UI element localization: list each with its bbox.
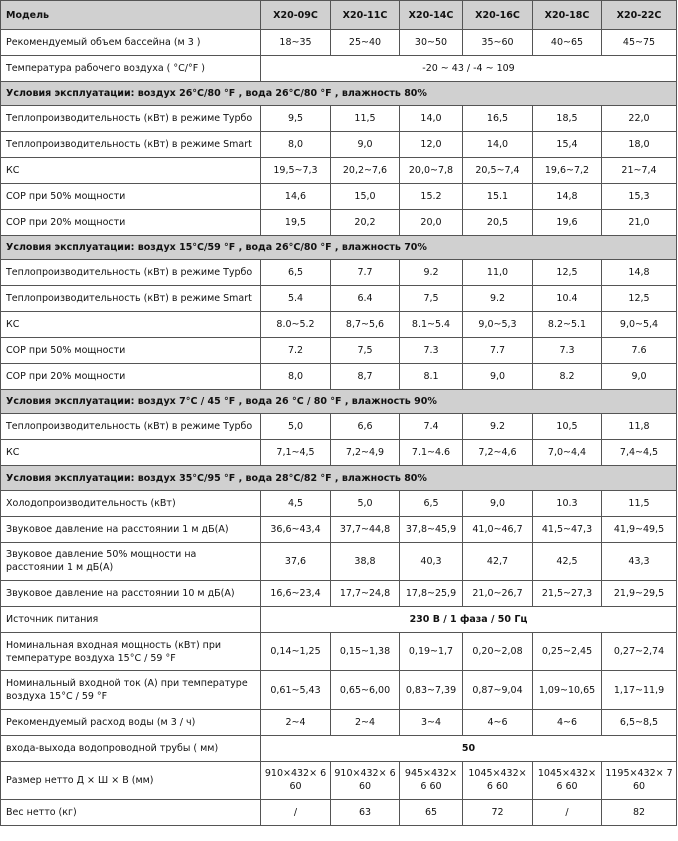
- value-cell: 1045×432× 6 60: [533, 761, 602, 800]
- value-cell: 37,6: [261, 542, 331, 581]
- table-row: [1, 800, 677, 826]
- value-cell: 0,27~2,74: [602, 632, 677, 671]
- value-cell: 7,1~4,5: [261, 440, 331, 466]
- value-cell: 37,8~45,9: [400, 516, 463, 542]
- value-cell: 5.4: [261, 286, 331, 312]
- value-cell: 12,5: [533, 260, 602, 286]
- value-cell: 20,0~7,8: [400, 158, 463, 184]
- value-cell: 7,5: [331, 338, 400, 364]
- table-row: [1, 671, 677, 710]
- value-cell: 7,5: [400, 286, 463, 312]
- value-cell: 7.4: [400, 414, 463, 440]
- row-label: Теплопроизводительность (кВт) в режиме Турбо: [1, 260, 261, 286]
- value-cell: 21,0~26,7: [463, 581, 533, 607]
- value-cell: 14,8: [533, 184, 602, 210]
- value-cell: 40,3: [400, 542, 463, 581]
- row-label: Теплопроизводительность (кВт) в режиме Smart: [1, 132, 261, 158]
- value-cell: 41,9~49,5: [602, 516, 677, 542]
- value-cell: 0,83~7,39: [400, 671, 463, 710]
- value-cell: 19,5: [261, 209, 331, 235]
- table-row: [1, 132, 677, 158]
- value-cell: 7,2~4,9: [331, 440, 400, 466]
- value-cell: 30~50: [400, 30, 463, 56]
- value-cell: 910×432× 6 60: [261, 761, 331, 800]
- value-cell: 8.1: [400, 363, 463, 389]
- value-cell: 42,5: [533, 542, 602, 581]
- value-cell: 19,5~7,3: [261, 158, 331, 184]
- table-row: [1, 735, 677, 761]
- value-cell: 7.7: [331, 260, 400, 286]
- value-cell: 41,0~46,7: [463, 516, 533, 542]
- value-cell: 40~65: [533, 30, 602, 56]
- header-label: Модель: [1, 1, 261, 30]
- value-cell: 3~4: [400, 709, 463, 735]
- table-row: [1, 542, 677, 581]
- section-title: Условия эксплуатации: воздух 26°C/80 °F , вода 26°C/80 °F , влажность 80%: [1, 81, 677, 106]
- value-cell: 8.2: [533, 363, 602, 389]
- value-cell: 16,6~23,4: [261, 581, 331, 607]
- section-header-row: [1, 466, 677, 491]
- value-cell: 0,19~1,7: [400, 632, 463, 671]
- value-cell: 20,0: [400, 209, 463, 235]
- value-cell: 11,5: [331, 106, 400, 132]
- value-cell: 11,5: [602, 490, 677, 516]
- value-cell: 2~4: [261, 709, 331, 735]
- model-header: X20-22C: [602, 1, 677, 30]
- value-cell: 6,5: [261, 260, 331, 286]
- value-cell: 14,6: [261, 184, 331, 210]
- row-label: КС: [1, 158, 261, 184]
- model-header: X20-14C: [400, 1, 463, 30]
- row-label: COP при 20% мощности: [1, 209, 261, 235]
- value-cell: 10,5: [533, 414, 602, 440]
- value-cell: 41,5~47,3: [533, 516, 602, 542]
- value-cell: 1,17~11,9: [602, 671, 677, 710]
- table-row: [1, 363, 677, 389]
- value-cell: 945×432× 6 60: [400, 761, 463, 800]
- value-cell: 6.4: [331, 286, 400, 312]
- value-cell: 5,0: [331, 490, 400, 516]
- row-label: Звуковое давление на расстоянии 1 м дБ(А): [1, 516, 261, 542]
- value-cell: 9.2: [463, 286, 533, 312]
- value-cell: 1,09~10,65: [533, 671, 602, 710]
- section-header-row: [1, 81, 677, 106]
- value-cell: 0,65~6,00: [331, 671, 400, 710]
- table-row: [1, 55, 677, 81]
- value-cell: 6,6: [331, 414, 400, 440]
- value-cell: 43,3: [602, 542, 677, 581]
- value-cell: 65: [400, 800, 463, 826]
- row-label: входа-выхода водопроводной трубы ( мм): [1, 735, 261, 761]
- value-cell: 7.2: [261, 338, 331, 364]
- value-cell: 8.2~5.1: [533, 312, 602, 338]
- value-cell: 35~60: [463, 30, 533, 56]
- value-cell: 15,3: [602, 184, 677, 210]
- merged-value-cell: 230 В / 1 фаза / 50 Гц: [261, 607, 677, 633]
- value-cell: 8.1~5.4: [400, 312, 463, 338]
- value-cell: 38,8: [331, 542, 400, 581]
- value-cell: 14,8: [602, 260, 677, 286]
- table-row: [1, 312, 677, 338]
- table-row: [1, 440, 677, 466]
- value-cell: 7,2~4,6: [463, 440, 533, 466]
- row-label: Звуковое давление на расстоянии 10 м дБ(А): [1, 581, 261, 607]
- value-cell: 45~75: [602, 30, 677, 56]
- value-cell: 0,14~1,25: [261, 632, 331, 671]
- value-cell: 7,4~4,5: [602, 440, 677, 466]
- value-cell: 910×432× 6 60: [331, 761, 400, 800]
- value-cell: 22,0: [602, 106, 677, 132]
- row-label: Теплопроизводительность (кВт) в режиме Турбо: [1, 414, 261, 440]
- value-cell: 19,6~7,2: [533, 158, 602, 184]
- value-cell: 20,2~7,6: [331, 158, 400, 184]
- row-label: Теплопроизводительность (кВт) в режиме Smart: [1, 286, 261, 312]
- table-row: [1, 260, 677, 286]
- value-cell: 1195×432× 7 60: [602, 761, 677, 800]
- value-cell: /: [533, 800, 602, 826]
- value-cell: 0,61~5,43: [261, 671, 331, 710]
- value-cell: 9,0: [602, 363, 677, 389]
- value-cell: 8,7~5,6: [331, 312, 400, 338]
- section-header-row: [1, 389, 677, 414]
- row-label: COP при 20% мощности: [1, 363, 261, 389]
- model-header: X20-11C: [331, 1, 400, 30]
- table-row: [1, 490, 677, 516]
- value-cell: 0,15~1,38: [331, 632, 400, 671]
- value-cell: 9,5: [261, 106, 331, 132]
- section-title: Условия эксплуатации: воздух 7°C / 45 °F , вода 26 °C / 80 °F , влажность 90%: [1, 389, 677, 414]
- value-cell: 17,7~24,8: [331, 581, 400, 607]
- value-cell: 25~40: [331, 30, 400, 56]
- table-row: [1, 338, 677, 364]
- value-cell: 72: [463, 800, 533, 826]
- value-cell: 9,0: [463, 363, 533, 389]
- row-label: COP при 50% мощности: [1, 184, 261, 210]
- row-label: Рекомендуемый объем бассейна (м 3 ): [1, 30, 261, 56]
- value-cell: 10.3: [533, 490, 602, 516]
- row-label: Теплопроизводительность (кВт) в режиме Турбо: [1, 106, 261, 132]
- value-cell: 20,2: [331, 209, 400, 235]
- value-cell: 10.4: [533, 286, 602, 312]
- value-cell: 7.3: [533, 338, 602, 364]
- value-cell: 14,0: [463, 132, 533, 158]
- value-cell: 15,4: [533, 132, 602, 158]
- table-row: [1, 106, 677, 132]
- value-cell: 18,0: [602, 132, 677, 158]
- value-cell: 6,5: [400, 490, 463, 516]
- value-cell: 1045×432× 6 60: [463, 761, 533, 800]
- value-cell: 20,5~7,4: [463, 158, 533, 184]
- row-label: Номинальный входной ток (А) при температуре воздуха 15°C / 59 °F: [1, 671, 261, 710]
- value-cell: 21~7,4: [602, 158, 677, 184]
- value-cell: 8,7: [331, 363, 400, 389]
- value-cell: 18,5: [533, 106, 602, 132]
- table-body: [1, 30, 677, 826]
- row-label: Звуковое давление 50% мощности на расстоянии 1 м дБ(А): [1, 542, 261, 581]
- value-cell: 7.7: [463, 338, 533, 364]
- value-cell: 7.1~4.6: [400, 440, 463, 466]
- value-cell: 20,5: [463, 209, 533, 235]
- value-cell: 11,0: [463, 260, 533, 286]
- value-cell: 5,0: [261, 414, 331, 440]
- value-cell: 15.1: [463, 184, 533, 210]
- row-label: КС: [1, 440, 261, 466]
- value-cell: 9.2: [463, 414, 533, 440]
- value-cell: 6,5~8,5: [602, 709, 677, 735]
- value-cell: 15,0: [331, 184, 400, 210]
- value-cell: 12,5: [602, 286, 677, 312]
- row-label: Рекомендуемый расход воды (м 3 / ч): [1, 709, 261, 735]
- value-cell: 8,0: [261, 132, 331, 158]
- value-cell: 8,0: [261, 363, 331, 389]
- value-cell: 9.2: [400, 260, 463, 286]
- table-row: [1, 516, 677, 542]
- model-header: X20-16C: [463, 1, 533, 30]
- table-row: [1, 581, 677, 607]
- value-cell: 9,0: [331, 132, 400, 158]
- value-cell: 11,8: [602, 414, 677, 440]
- section-title: Условия эксплуатации: воздух 15°C/59 °F , вода 26°C/80 °F , влажность 70%: [1, 235, 677, 260]
- value-cell: 63: [331, 800, 400, 826]
- merged-value-cell: -20 ~ 43 / -4 ~ 109: [261, 55, 677, 81]
- row-label: Холодопроизводительность (кВт): [1, 490, 261, 516]
- table-row: [1, 414, 677, 440]
- table-row: [1, 709, 677, 735]
- value-cell: 17,8~25,9: [400, 581, 463, 607]
- merged-value-cell: 50: [261, 735, 677, 761]
- row-label: Номинальная входная мощность (кВт) при температуре воздуха 15°C / 59 °F: [1, 632, 261, 671]
- section-title: Условия эксплуатации: воздух 35°C/95 °F , вода 28°C/82 °F , влажность 80%: [1, 466, 677, 491]
- section-header-row: [1, 235, 677, 260]
- value-cell: 8.0~5.2: [261, 312, 331, 338]
- value-cell: 19,6: [533, 209, 602, 235]
- table-row: [1, 632, 677, 671]
- table-row: [1, 184, 677, 210]
- row-label: КС: [1, 312, 261, 338]
- table-row: [1, 209, 677, 235]
- value-cell: 7.3: [400, 338, 463, 364]
- row-label: Источник питания: [1, 607, 261, 633]
- table-row: [1, 158, 677, 184]
- value-cell: 21,0: [602, 209, 677, 235]
- value-cell: 0,20~2,08: [463, 632, 533, 671]
- value-cell: 42,7: [463, 542, 533, 581]
- value-cell: 82: [602, 800, 677, 826]
- value-cell: 21,5~27,3: [533, 581, 602, 607]
- value-cell: 4~6: [533, 709, 602, 735]
- row-label: Температура рабочего воздуха ( °C/°F ): [1, 55, 261, 81]
- value-cell: 2~4: [331, 709, 400, 735]
- row-label: Вес нетто (кг): [1, 800, 261, 826]
- value-cell: 9,0: [463, 490, 533, 516]
- row-label: Размер нетто Д × Ш × В (мм): [1, 761, 261, 800]
- value-cell: 18~35: [261, 30, 331, 56]
- value-cell: 12,0: [400, 132, 463, 158]
- value-cell: 9,0~5,4: [602, 312, 677, 338]
- value-cell: 0,25~2,45: [533, 632, 602, 671]
- model-header: X20-09C: [261, 1, 331, 30]
- value-cell: 4~6: [463, 709, 533, 735]
- table-row: [1, 286, 677, 312]
- header-row: [1, 1, 677, 30]
- value-cell: 36,6~43,4: [261, 516, 331, 542]
- value-cell: /: [261, 800, 331, 826]
- value-cell: 37,7~44,8: [331, 516, 400, 542]
- value-cell: 7,0~4,4: [533, 440, 602, 466]
- value-cell: 0,87~9,04: [463, 671, 533, 710]
- value-cell: 9,0~5,3: [463, 312, 533, 338]
- value-cell: 15.2: [400, 184, 463, 210]
- value-cell: 14,0: [400, 106, 463, 132]
- value-cell: 4,5: [261, 490, 331, 516]
- value-cell: 16,5: [463, 106, 533, 132]
- table-row: [1, 607, 677, 633]
- table-row: [1, 761, 677, 800]
- table-row: [1, 30, 677, 56]
- model-header: X20-18C: [533, 1, 602, 30]
- row-label: COP при 50% мощности: [1, 338, 261, 364]
- value-cell: 21,9~29,5: [602, 581, 677, 607]
- value-cell: 7.6: [602, 338, 677, 364]
